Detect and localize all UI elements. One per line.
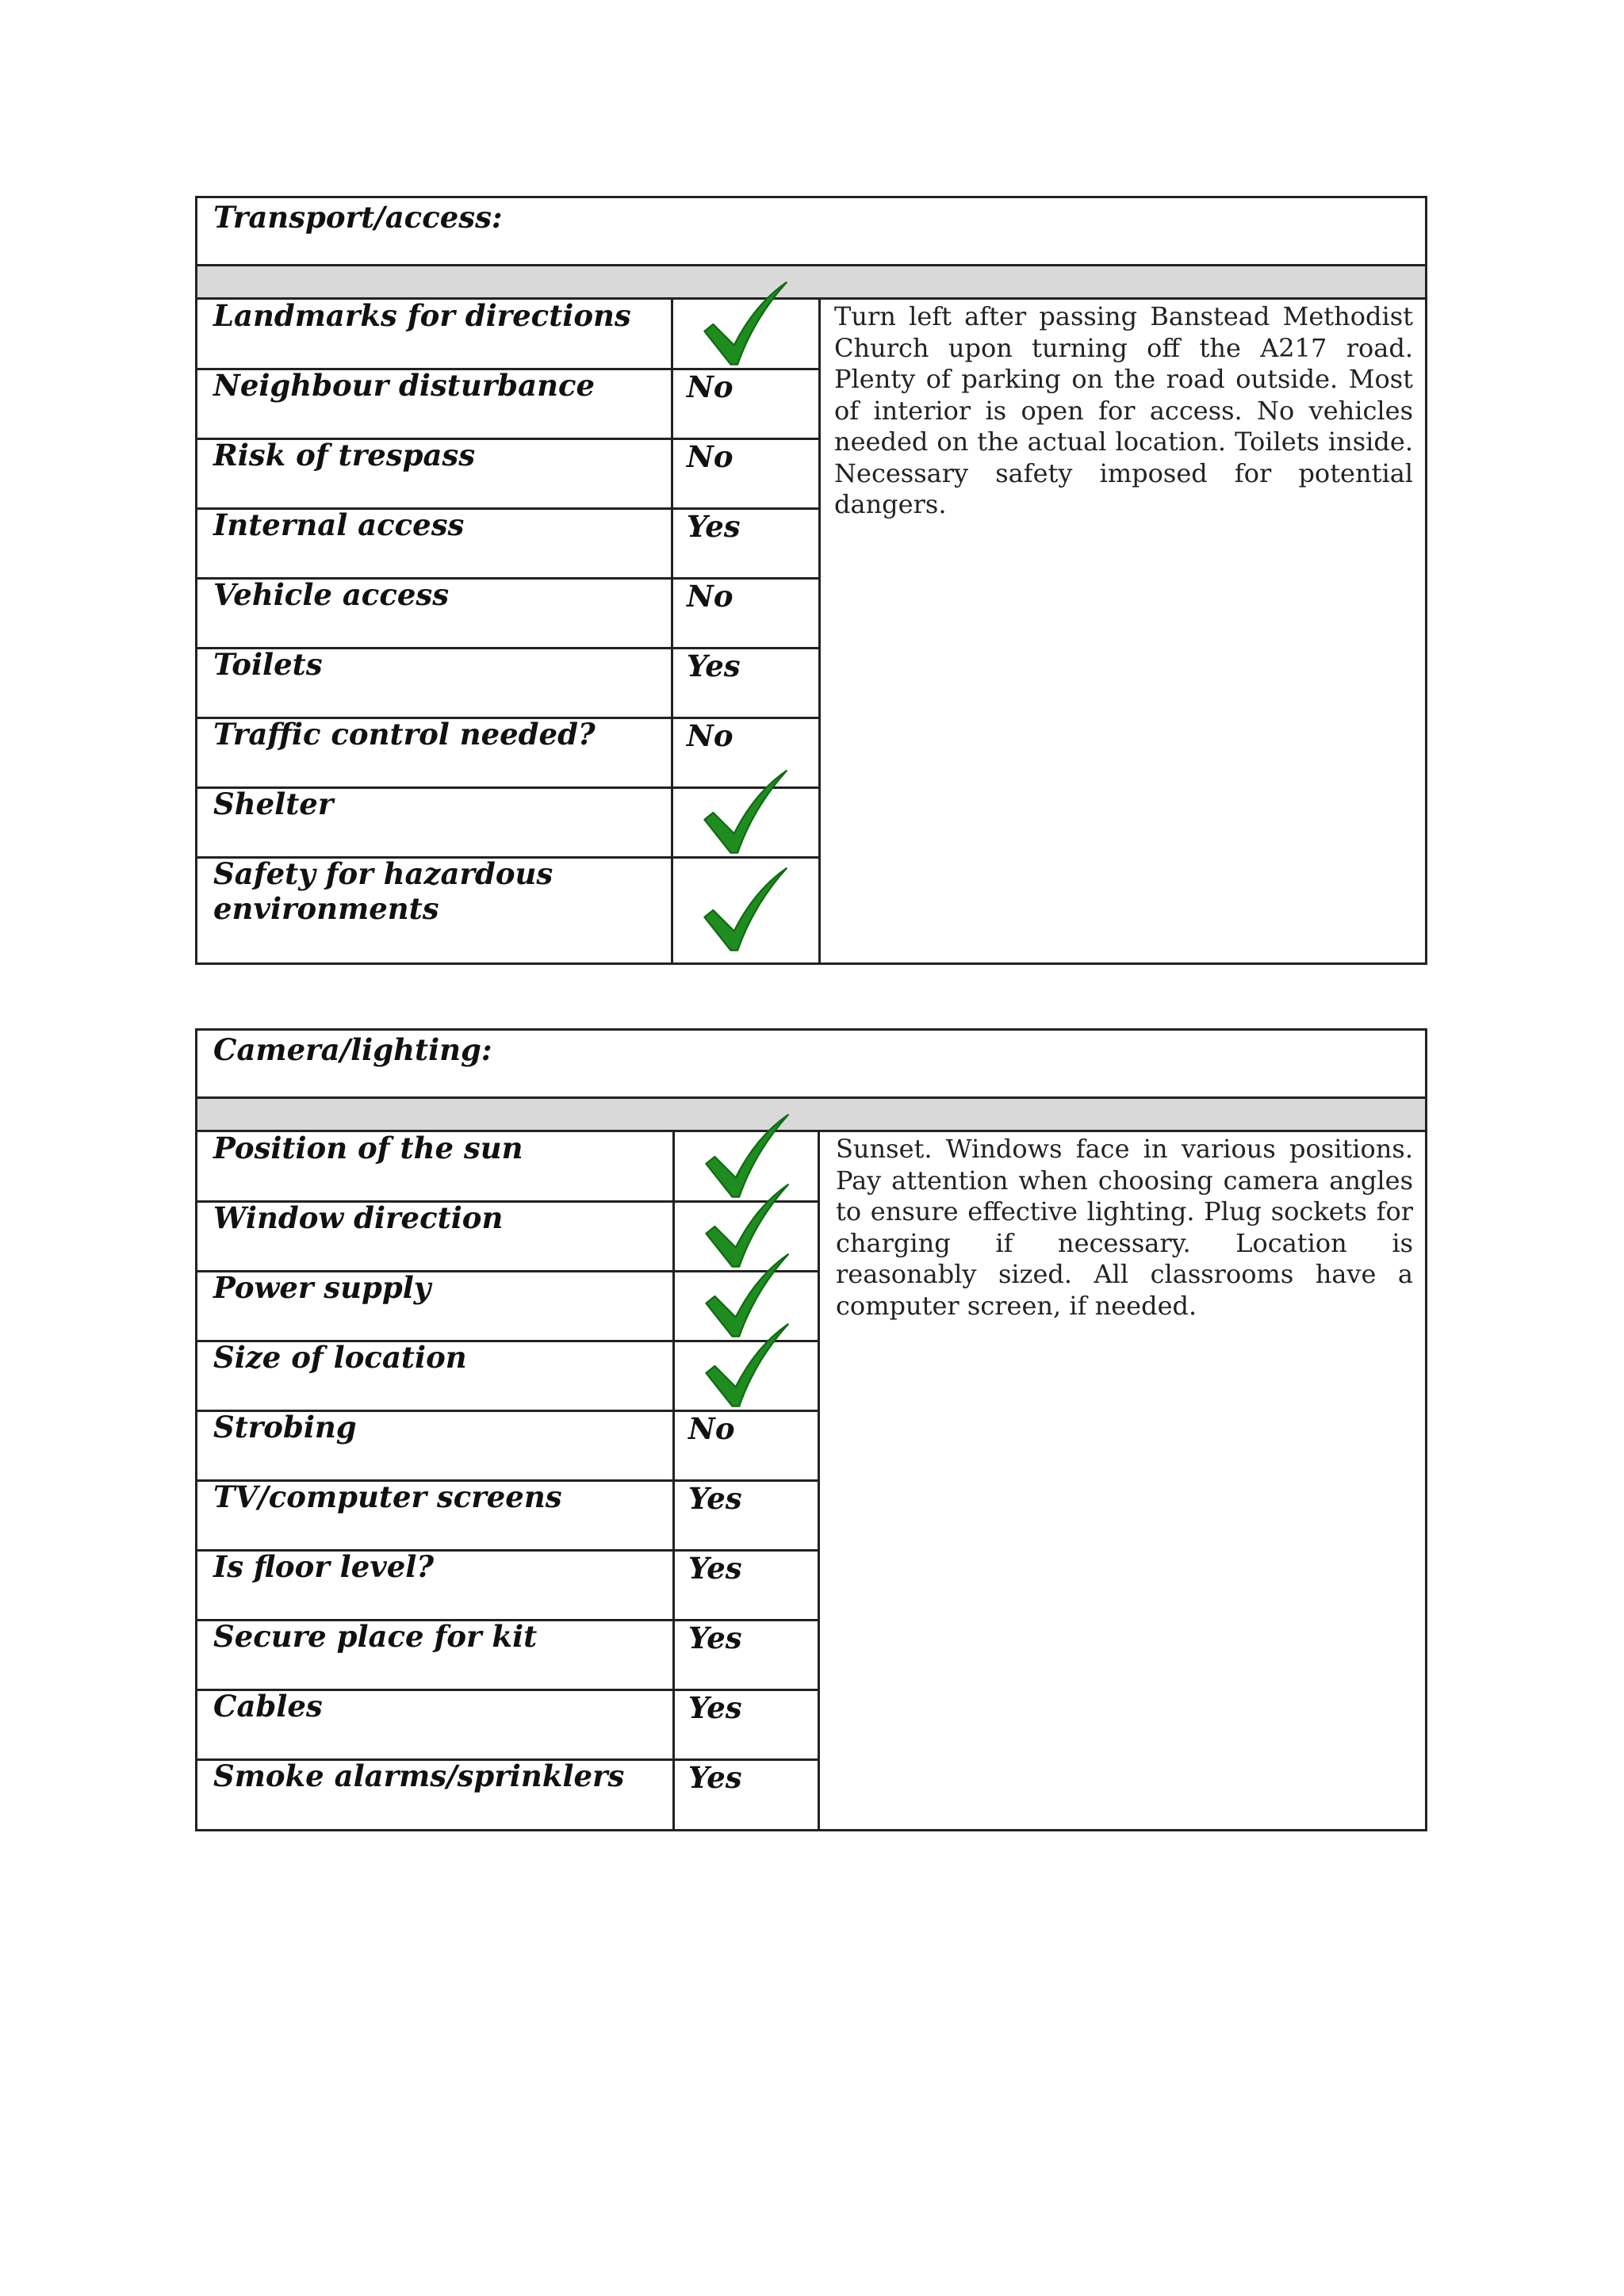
table-title: Transport/access: — [213, 200, 503, 235]
row-label: Safety for hazardous environments — [213, 856, 553, 926]
row-value: Yes — [688, 1760, 742, 1795]
transport-access-table — [195, 196, 1427, 965]
row-value: No — [687, 579, 733, 614]
row-label: Power supply — [213, 1270, 431, 1305]
row-label: Strobing — [213, 1410, 357, 1445]
header-band — [197, 1099, 1425, 1132]
row-label: TV/computer screens — [213, 1479, 562, 1514]
notes-text: Turn left after passing Banstead Methodist Church upon turning off the A217 road. Plenty of parking on the road outside. Most of interior is open for access. No vehicles needed on the actual location. Toilets inside. Necessary safety imposed for potential dangers. — [834, 301, 1413, 519]
row-label: Size of location — [213, 1340, 467, 1375]
green-checkmark-icon — [701, 867, 788, 954]
row-value: Yes — [687, 649, 741, 683]
green-checkmark-icon — [701, 281, 788, 368]
row-label: Risk of trespass — [213, 438, 476, 473]
row-value: No — [687, 718, 733, 753]
row-label: Smoke alarms/sprinklers — [213, 1758, 625, 1793]
row-label: Internal access — [213, 507, 465, 542]
row-label: Cables — [213, 1689, 323, 1724]
row-label: Vehicle access — [213, 577, 450, 612]
row-label: Toilets — [213, 647, 323, 682]
row-value: Yes — [688, 1481, 742, 1516]
row-value: Yes — [688, 1621, 742, 1655]
row-value: No — [688, 1411, 735, 1446]
green-checkmark-icon — [701, 769, 788, 856]
header-band — [197, 266, 1425, 300]
row-label: Secure place for kit — [213, 1619, 538, 1654]
green-checkmark-icon — [703, 1322, 790, 1410]
row-label: Shelter — [213, 786, 334, 821]
camera-lighting-table — [195, 1028, 1427, 1831]
row-value: Yes — [688, 1690, 742, 1725]
notes-text: Sunset. Windows face in various positions. Pay attention when choosing camera angles to ensure effective lighting. Plug sockets for charging if necessary. Location is reasonably sized. All classrooms have a computer screen, if needed. — [836, 1134, 1413, 1321]
row-label: Landmarks for directions — [213, 298, 631, 333]
row-value: Yes — [688, 1551, 742, 1586]
row-value: Yes — [687, 509, 741, 544]
table-title: Camera/lighting: — [213, 1032, 492, 1067]
row-value: No — [687, 369, 733, 404]
row-label: Window direction — [213, 1200, 504, 1235]
row-label: Neighbour disturbance — [213, 368, 596, 403]
table-header — [197, 1031, 1425, 1099]
row-label: Is floor level? — [213, 1549, 435, 1584]
row-label: Traffic control needed? — [213, 717, 596, 752]
row-value: No — [687, 439, 733, 474]
row-label: Position of the sun — [213, 1131, 523, 1165]
table-header — [197, 198, 1425, 266]
